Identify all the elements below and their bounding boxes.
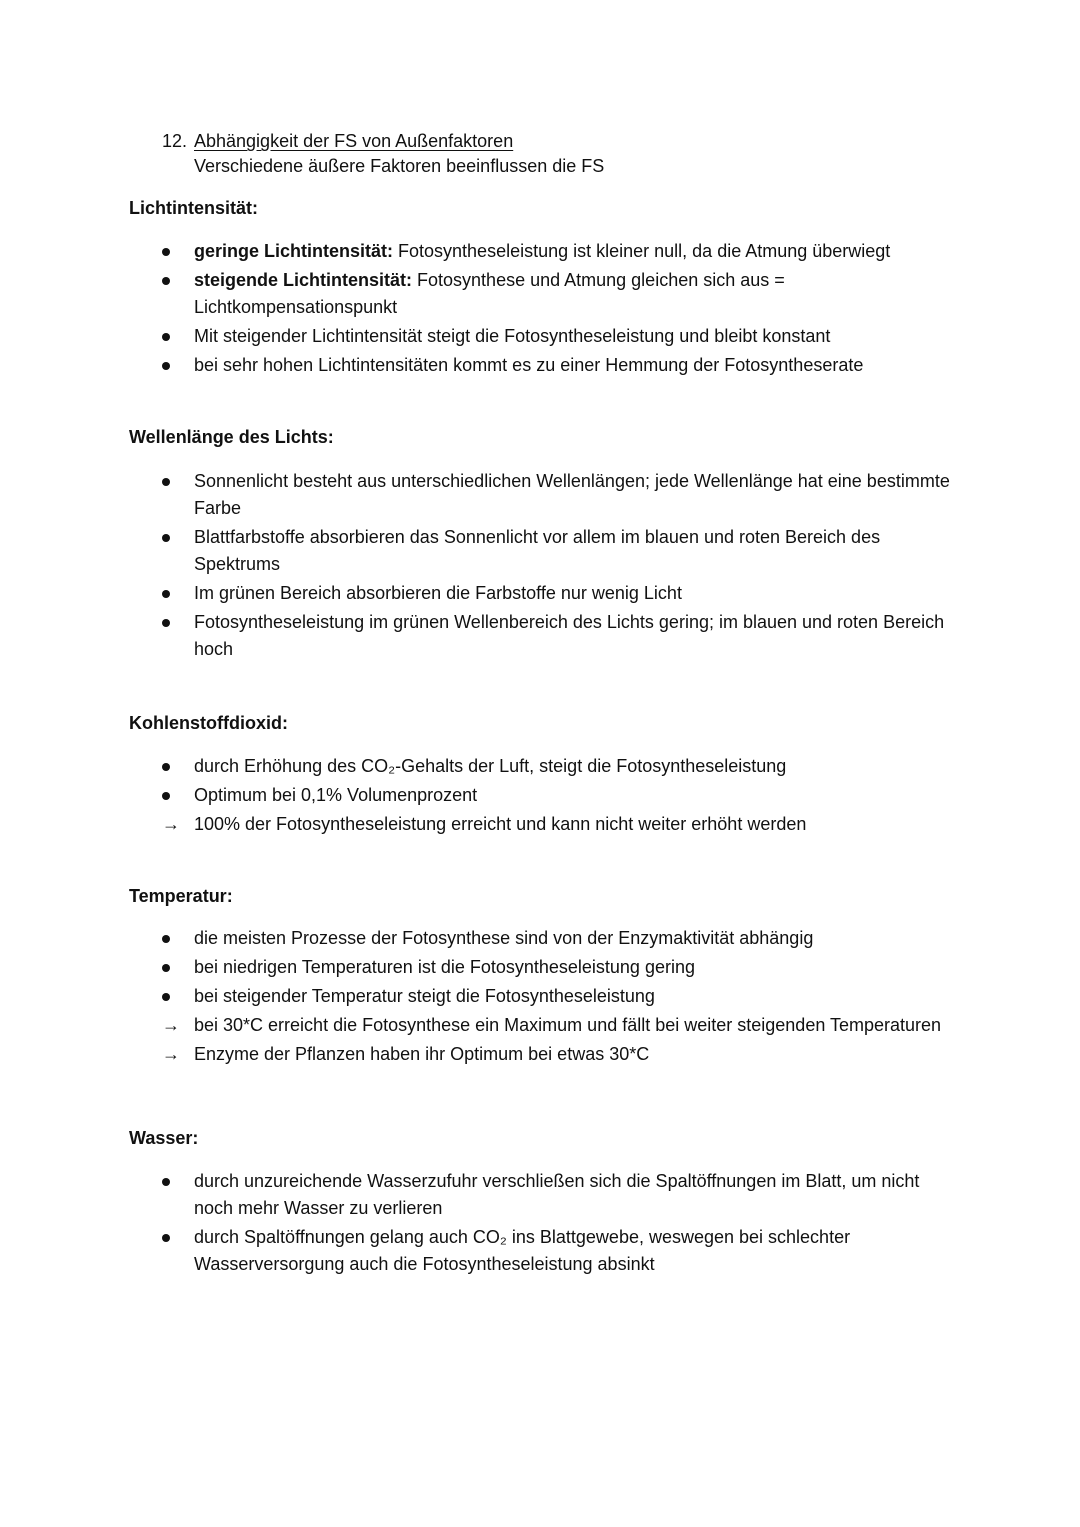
item-text: Blattfarbstoffe absorbieren das Sonnenlicht vor allem im blauen und roten Bereich des Spektrums	[194, 527, 881, 574]
item-text: bei niedrigen Temperaturen ist die Fotosyntheseleistung gering	[194, 957, 695, 977]
list-item	[0, 753, 1080, 780]
list-item	[0, 609, 1080, 663]
item-text: Enzyme der Pflanzen haben ihr Optimum bei etwas 30*C	[194, 1044, 650, 1064]
section-heading	[162, 129, 513, 154]
water-list	[0, 1168, 1080, 1280]
co2-list	[0, 753, 1080, 840]
list-item	[0, 1224, 1080, 1278]
section-title-water: Wasser:	[129, 1128, 199, 1148]
item-bold-label: steigende Lichtintensität:	[194, 270, 413, 290]
item-text: Mit steigender Lichtintensität steigt die Fotosyntheseleistung und bleibt konstant	[194, 326, 831, 346]
list-item	[0, 782, 1080, 809]
temperature-list	[0, 925, 1080, 1070]
list-item	[0, 925, 1080, 952]
item-text: Fotosynthese und Atmung gleichen sich aus = Lichtkompensationspunkt	[194, 270, 785, 317]
arrow-right-icon: →	[162, 814, 180, 834]
item-text: 100% der Fotosyntheseleistung erreicht und kann nicht weiter erhöht werden	[194, 814, 807, 834]
item-text: durch Erhöhung des CO₂-Gehalts der Luft, steigt die Fotosyntheseleistung	[194, 756, 787, 776]
item-text: durch unzureichende Wasserzufuhr verschließen sich die Spaltöffnungen im Blatt, um nicht noch mehr Wasser zu verlieren	[194, 1171, 920, 1218]
wavelength-list	[0, 468, 1080, 665]
list-item	[0, 1168, 1080, 1222]
item-text: Optimum bei 0,1% Volumenprozent	[194, 785, 478, 805]
section-title-temperature: Temperatur:	[129, 886, 233, 906]
heading-title: Abhängigkeit der FS von Außenfaktoren	[194, 131, 514, 151]
light-intensity-list	[0, 238, 1080, 381]
section-title-wavelength: Wellenlänge des Lichts:	[129, 427, 334, 447]
list-item	[0, 323, 1080, 350]
heading-subtitle: Verschiedene äußere Faktoren beeinflussen die FS	[194, 156, 605, 176]
list-item	[0, 267, 1080, 321]
list-item	[0, 811, 1080, 838]
item-bold-label: geringe Lichtintensität:	[194, 241, 394, 261]
item-text: Im grünen Bereich absorbieren die Farbstoffe nur wenig Licht	[194, 583, 682, 603]
list-item	[0, 1041, 1080, 1068]
section-title-co2: Kohlenstoffdioxid:	[129, 713, 288, 733]
list-item	[0, 983, 1080, 1010]
list-item	[0, 1012, 1080, 1039]
item-text: Fotosyntheseleistung ist kleiner null, da die Atmung überwiegt	[393, 241, 891, 261]
item-text: Sonnenlicht besteht aus unterschiedlichen Wellenlängen; jede Wellenlänge hat eine bestimmte Farbe	[194, 471, 950, 518]
heading-number: 12.	[162, 131, 188, 151]
item-text: bei steigender Temperatur steigt die Fotosyntheseleistung	[194, 986, 655, 1006]
arrow-right-icon: →	[162, 1044, 180, 1064]
item-text: Fotosyntheseleistung im grünen Wellenbereich des Lichts gering; im blauen und roten Bereich hoch	[194, 612, 945, 659]
item-text: bei 30*C erreicht die Fotosynthese ein Maximum und fällt bei weiter steigenden Temperaturen	[194, 1015, 942, 1035]
list-item	[0, 352, 1080, 379]
item-text: die meisten Prozesse der Fotosynthese sind von der Enzymaktivität abhängig	[194, 928, 814, 948]
arrow-right-icon: →	[162, 1015, 180, 1035]
list-item	[0, 468, 1080, 522]
item-text: durch Spaltöffnungen gelang auch CO₂ ins Blattgewebe, weswegen bei schlechter Wasserversorgung auch die Fotosyntheseleistung absinkt	[194, 1227, 851, 1274]
item-text: bei sehr hohen Lichtintensitäten kommt es zu einer Hemmung der Fotosyntheserate	[194, 355, 864, 375]
list-item	[0, 580, 1080, 607]
section-title-light-intensity: Lichtintensität:	[129, 198, 258, 218]
list-item	[0, 954, 1080, 981]
list-item	[0, 238, 1080, 265]
list-item	[0, 524, 1080, 578]
